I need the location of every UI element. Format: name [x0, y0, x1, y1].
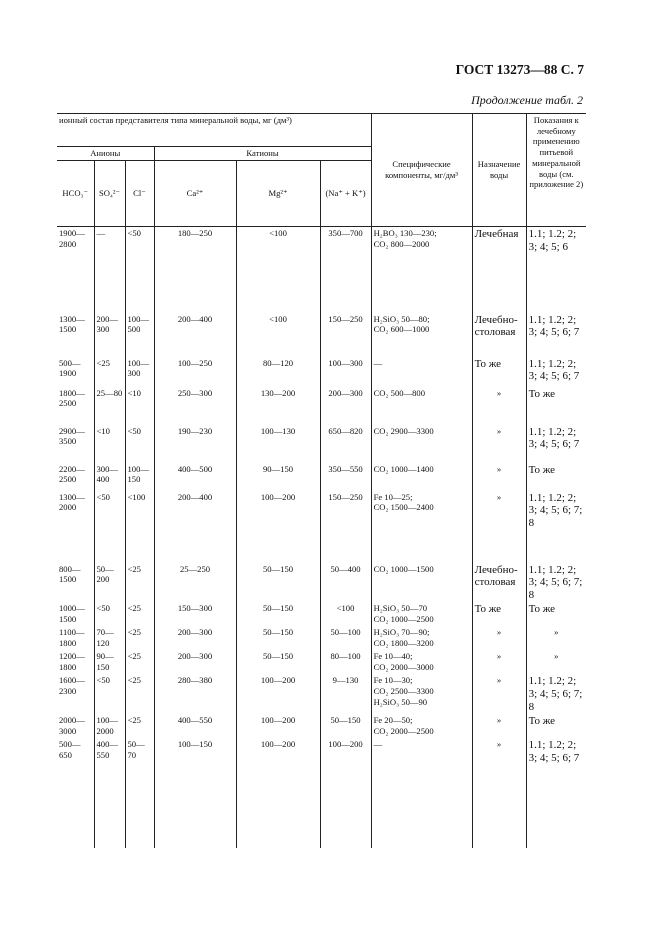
cell-spec: — [371, 738, 472, 848]
table-row [57, 674, 586, 714]
cell-spec: H₂SiO₃ 70—90; CO₂ 1800—3200 [371, 626, 472, 650]
cell-mg: 50—150 [236, 626, 320, 650]
table-row [57, 387, 586, 425]
cations-header: Катионы [154, 147, 371, 161]
cell-mg: 100—200 [236, 738, 320, 848]
cl-header: Cl⁻ [125, 161, 154, 227]
cell-ca: 25—250 [154, 563, 236, 603]
cell-ind: То же [528, 603, 556, 616]
cell-hco3: 1100—1800 [57, 626, 94, 650]
cell-ind: 1.1; 1.2; 2; 3; 4; 5; 6; 7 [528, 313, 580, 339]
cell-purpose: Лечебно-столовая [472, 563, 526, 603]
cell-purpose: » [472, 626, 526, 650]
cell-ind: 1.1; 1.2; 2; 3; 4; 5; 6; 7; 8 [528, 491, 583, 529]
table-row [57, 357, 586, 387]
cell-mg: 130—200 [236, 387, 320, 425]
cell-ca: 280—380 [154, 674, 236, 714]
cell-so4: — [94, 227, 125, 313]
cell-purpose: » [472, 714, 526, 738]
cell-cl: <25 [125, 650, 154, 674]
cell-mg: 80—120 [236, 357, 320, 387]
nak-header: (Na⁺ + K⁺) [320, 161, 371, 227]
cell-purpose: » [472, 387, 526, 425]
cell-nak: 650—820 [320, 425, 371, 463]
cell-cl: 100—500 [125, 313, 154, 357]
cell-mg: 50—150 [236, 602, 320, 626]
cell-mg: 90—150 [236, 463, 320, 491]
cell-hco3: 2000—3000 [57, 714, 94, 738]
cell-hco3: 2200—2500 [57, 463, 94, 491]
cell-ind: То же [528, 463, 556, 476]
cell-ind: 1.1; 1.2; 2; 3; 4; 5; 6; 7 [528, 425, 580, 451]
cell-so4: 70—120 [94, 626, 125, 650]
cell-purpose: » [472, 738, 526, 848]
cell-hco3: 1000—1500 [57, 602, 94, 626]
cell-ca: 200—400 [154, 313, 236, 357]
cell-ca: 100—250 [154, 357, 236, 387]
cell-mg: <100 [236, 227, 320, 313]
cell-purpose: » [472, 491, 526, 563]
cell-ca: 400—550 [154, 714, 236, 738]
table-row [57, 650, 586, 674]
cell-so4: <50 [94, 602, 125, 626]
purpose-header: Назначение воды [472, 114, 526, 227]
cell-mg: 100—130 [236, 425, 320, 463]
cell-hco3: 1600—2300 [57, 674, 94, 714]
cell-so4: <10 [94, 425, 125, 463]
cell-mg: 100—200 [236, 714, 320, 738]
table-row [57, 738, 586, 848]
cell-nak: 50—100 [320, 626, 371, 650]
cell-cl: <25 [125, 674, 154, 714]
cell-ca: 250—300 [154, 387, 236, 425]
cell-purpose: То же [472, 357, 526, 387]
anions-header: Анионы [57, 147, 154, 161]
cell-cl: <50 [125, 227, 154, 313]
cell-nak: 150—250 [320, 313, 371, 357]
cell-spec: CO₂ 500—800 [371, 387, 472, 425]
hco3-header: HCO₃⁻ [57, 161, 94, 227]
cell-spec: H₂SiO₃ 50—80; CO₂ 600—1000 [371, 313, 472, 357]
cell-cl: <25 [125, 602, 154, 626]
ionic-composition-header: ионный состав представителя типа минеральной воды, мг (дм³) [57, 114, 371, 147]
cell-spec: Fe 20—50; CO₂ 2000—2500 [371, 714, 472, 738]
cell-ind: » [554, 627, 559, 638]
cell-spec: H₂SiO₃ 50—70 CO₂ 1000—2500 [371, 602, 472, 626]
cell-purpose: Лечебная [472, 227, 526, 313]
cell-ca: 180—250 [154, 227, 236, 313]
cell-so4: <50 [94, 491, 125, 563]
cell-nak: 50—150 [320, 714, 371, 738]
cell-hco3: 500—650 [57, 738, 94, 848]
cell-ca: 200—400 [154, 491, 236, 563]
cell-ca: 150—300 [154, 602, 236, 626]
cell-mg: 100—200 [236, 491, 320, 563]
page-header: ГОСТ 13273—88 С. 7 [455, 62, 584, 77]
table-body [57, 227, 586, 849]
cell-ind: 1.1; 1.2; 2; 3; 4; 5; 6; 7; 8 [528, 563, 583, 601]
cell-nak: 100—200 [320, 738, 371, 848]
cell-so4: 200—300 [94, 313, 125, 357]
cell-mg: <100 [236, 313, 320, 357]
cell-ind: То же [528, 715, 556, 728]
cell-ca: 400—500 [154, 463, 236, 491]
cell-hco3: 2900—3500 [57, 425, 94, 463]
cell-so4: 300—400 [94, 463, 125, 491]
cell-spec: CO₂ 1000—1400 [371, 463, 472, 491]
ca-header: Ca²⁺ [154, 161, 236, 227]
cell-cl: <50 [125, 425, 154, 463]
mg-header: Mg²⁺ [236, 161, 320, 227]
table-row [57, 313, 586, 357]
table-row [57, 491, 586, 563]
table-row [57, 714, 586, 738]
cell-hco3: 1900—2800 [57, 227, 94, 313]
table-row [57, 602, 586, 626]
mineral-water-table [57, 113, 586, 848]
cell-cl: 100—300 [125, 357, 154, 387]
cell-nak: 350—550 [320, 463, 371, 491]
cell-nak: <100 [320, 602, 371, 626]
table-continuation-label: Продолжение табл. 2 [471, 93, 583, 107]
cell-nak: 150—250 [320, 491, 371, 563]
cell-so4: <25 [94, 357, 125, 387]
cell-spec: Fe 10—40; CO₂ 2000—3000 [371, 650, 472, 674]
cell-mg: 50—150 [236, 650, 320, 674]
cell-cl: 50—70 [125, 738, 154, 848]
cell-ind: 1.1; 1.2; 2; 3; 4; 5; 6; 7 [528, 739, 580, 764]
cell-cl: 100—150 [125, 463, 154, 491]
cell-hco3: 500—1900 [57, 357, 94, 387]
cell-cl: <100 [125, 491, 154, 563]
cell-purpose: То же [472, 602, 526, 626]
cell-ind: » [554, 651, 559, 662]
cell-nak: 9—130 [320, 674, 371, 714]
cell-purpose: » [472, 650, 526, 674]
cell-cl: <25 [125, 714, 154, 738]
cell-so4: 90—150 [94, 650, 125, 674]
cell-ca: 190—230 [154, 425, 236, 463]
cell-ind: То же [528, 387, 556, 400]
cell-nak: 80—100 [320, 650, 371, 674]
cell-so4: 400—550 [94, 738, 125, 848]
cell-so4: 100—2000 [94, 714, 125, 738]
cell-hco3: 1300—1500 [57, 313, 94, 357]
cell-purpose: » [472, 463, 526, 491]
cell-hco3: 800—1500 [57, 563, 94, 603]
table-row [57, 626, 586, 650]
cell-ca: 200—300 [154, 626, 236, 650]
cell-so4: 25—80 [94, 387, 125, 425]
cell-mg: 50—150 [236, 563, 320, 603]
cell-spec: Fe 10—25; CO₂ 1500—2400 [371, 491, 472, 563]
cell-purpose: » [472, 674, 526, 714]
cell-spec: H₂BO₃ 130—230; CO₂ 800—2000 [371, 227, 472, 313]
cell-cl: <25 [125, 563, 154, 603]
table-row [57, 227, 586, 313]
cell-nak: 50—400 [320, 563, 371, 603]
cell-nak: 200—300 [320, 387, 371, 425]
cell-spec: CO₂ 1000—1500 [371, 563, 472, 603]
cell-ind: 1.1; 1.2; 2; 3; 4; 5; 6; 7 [528, 357, 580, 383]
cell-ca: 100—150 [154, 738, 236, 848]
cell-ind: 1.1; 1.2; 2; 3; 4; 5; 6 [528, 228, 577, 253]
cell-ca: 200—300 [154, 650, 236, 674]
cell-so4: 50—200 [94, 563, 125, 603]
indications-header: Показания к лечебному применению питьевой минеральной воды (см. приложение 2) [526, 114, 586, 227]
cell-spec: — [371, 357, 472, 387]
cell-cl: <25 [125, 626, 154, 650]
specific-components-header: Специфические компоненты, мг/дм³ [371, 114, 472, 227]
table-row [57, 425, 586, 463]
cell-nak: 350—700 [320, 227, 371, 313]
cell-nak: 100—300 [320, 357, 371, 387]
cell-hco3: 1300—2000 [57, 491, 94, 563]
cell-ind: 1.1; 1.2; 2; 3; 4; 5; 6; 7; 8 [528, 675, 583, 713]
cell-spec: Fe 10—30; CO₂ 2500—3300 H₂SiO₃ 50—90 [371, 674, 472, 714]
cell-spec: CO₂ 2900—3300 [371, 425, 472, 463]
cell-purpose: Лечебно-столовая [472, 313, 526, 357]
cell-cl: <10 [125, 387, 154, 425]
cell-hco3: 1200—1800 [57, 650, 94, 674]
cell-so4: <50 [94, 674, 125, 714]
cell-purpose: » [472, 425, 526, 463]
cell-hco3: 1800—2500 [57, 387, 94, 425]
table-row [57, 463, 586, 491]
cell-mg: 100—200 [236, 674, 320, 714]
table-row [57, 563, 586, 603]
so4-header: SO₄²⁻ [94, 161, 125, 227]
